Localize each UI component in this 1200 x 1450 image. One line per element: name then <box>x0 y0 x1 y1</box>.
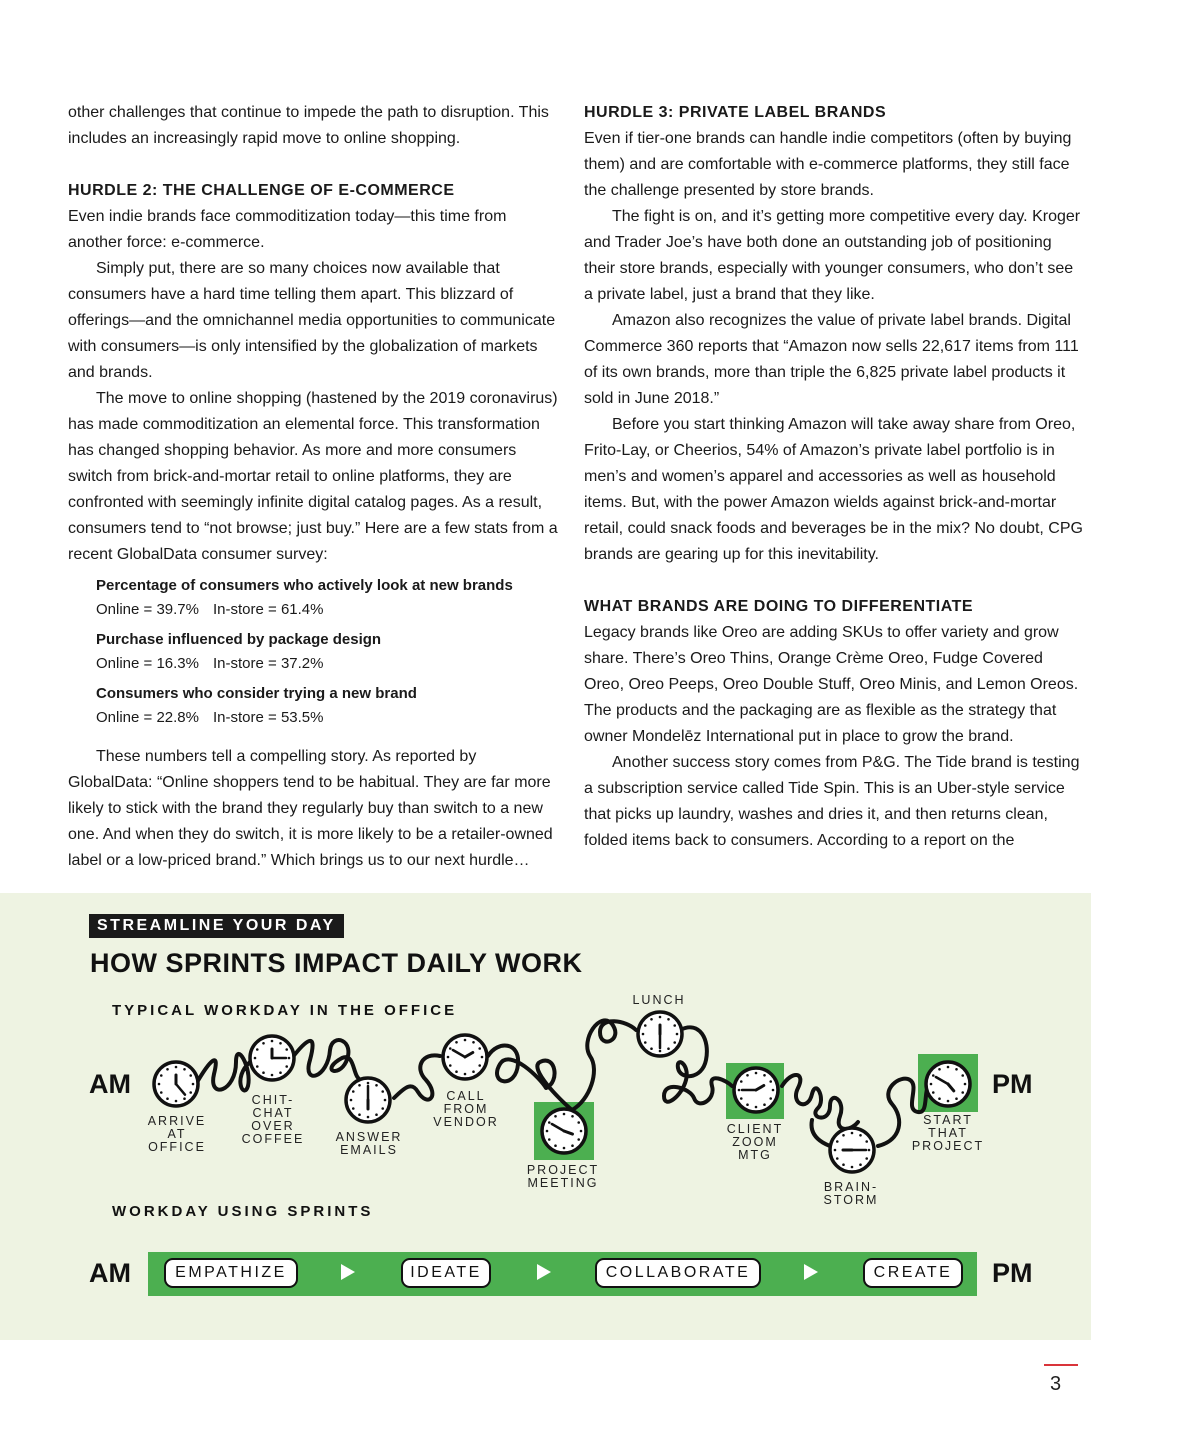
clock-label: LUNCH <box>632 993 686 1007</box>
clock-icon <box>734 1068 778 1112</box>
clock-label: CLIENT ZOOM MTG <box>726 1122 784 1162</box>
infographic-title: HOW SPRINTS IMPACT DAILY WORK <box>90 948 583 978</box>
stat-instore: In-store = 53.5% <box>213 709 324 726</box>
paragraph: Legacy brands like Oreo are adding SKUs to offer variety and grow share. There’s Oreo Thins, Orange Crème Oreo, Fudge Covered Oreo, Oreo Peeps, Oreo Double Stuff, Oreo Minis, and Lemon Oreos. The products and the packaging are as flexible as the strategy that owner Mondelēz International put in place to grow the brand. <box>584 624 1079 745</box>
clock-icon <box>830 1128 874 1172</box>
stat-online: Online = 16.3% <box>96 655 199 672</box>
clock-label: START THAT PROJECT <box>911 1113 985 1153</box>
infographic-badge: STREAMLINE YOUR DAY <box>89 914 344 938</box>
clock-icon <box>443 1035 487 1079</box>
paragraph: Even if tier-one brands can handle indie competitors (often by buying them) and are comfortable with e-commerce platforms, they still face the challenge presented by store brands. <box>584 130 1072 199</box>
play-arrow-icon <box>537 1264 551 1280</box>
paragraph: These numbers tell a compelling story. As reported by GlobalData: “Online shoppers tend to be habitual. They are far more likely to stick with the brand they regularly buy than switch to a new one. And when they do switch, it is more likely to be a retailer-owned label or a low-priced brand.” Which brings us to our next hurdle… <box>68 748 553 869</box>
page-number-rule <box>1044 1364 1078 1366</box>
paragraph: Amazon also recognizes the value of private label brands. Digital Commerce 360 reports that “Amazon now sells 22,617 items from 111 of its own brands, more than triple the 6,825 private label products it sold in June 2018.” <box>584 312 1079 407</box>
stat-title: Purchase influenced by package design <box>96 631 382 648</box>
stat-instore: In-store = 61.4% <box>213 601 324 618</box>
paragraph: The fight is on, and it’s getting more competitive every day. Kroger and Trader Joe’s have both done an outstanding job of positioning their store brands, especially with younger consumers, who don’t see a private label, just a brand that they like. <box>584 208 1081 303</box>
stat-instore: In-store = 37.2% <box>213 655 324 672</box>
sprint-step-collaborate: COLLABORATE <box>595 1258 761 1288</box>
pm-label: PM <box>992 1258 1033 1288</box>
clock-icon <box>542 1109 586 1153</box>
clock-icon <box>154 1062 198 1106</box>
clock-label: CHIT- CHAT OVER COFFEE <box>241 1093 305 1146</box>
paragraph: other challenges that continue to impede the path to disruption. This includes an increasingly rapid move to online shopping. <box>68 104 549 147</box>
paragraph: Another success story comes from P&G. The Tide brand is testing a subscription service called Tide Spin. This is an Uber-style service that picks up laundry, washes and dries it, and then returns clean, folded items back to consumers. According to a report on the <box>584 754 1080 849</box>
stat-online: Online = 39.7% <box>96 601 199 618</box>
paragraph: Even indie brands face commoditization today—this time from another force: e-commerce. <box>68 208 507 251</box>
clock-icon <box>346 1078 390 1122</box>
pm-label: PM <box>992 1069 1033 1099</box>
clock-label: ARRIVE AT OFFICE <box>147 1114 207 1154</box>
paragraph: Simply put, there are so many choices now available that consumers have a hard time telling them apart. This blizzard of offerings—and the omnichannel media opportunities to communicate with consumers—is only intensified by the globalization of markets and brands. <box>68 260 556 381</box>
paragraph: The move to online shopping (hastened by the 2019 coronavirus) has made commoditization an elemental force. This transformation has changed shopping behavior. As more and more consumers switch from brick-and-mortar retail to online platforms, they are confronted with seemingly infinite digital catalog pages. As a result, consumers tend to “not browse; just buy.” Here are a few stats from a recent GlobalData consumer survey: <box>68 390 558 563</box>
play-arrow-icon <box>804 1264 818 1280</box>
heading-hurdle-3: HURDLE 3: PRIVATE LABEL BRANDS <box>584 104 887 121</box>
stat-title: Percentage of consumers who actively look at new brands <box>96 577 513 594</box>
clock-label: ANSWER EMAILS <box>335 1130 403 1157</box>
play-arrow-icon <box>341 1264 355 1280</box>
clock-icon <box>638 1012 682 1056</box>
paragraph: Before you start thinking Amazon will take away share from Oreo, Frito-Lay, or Cheerios, 54% of Amazon’s private label portfolio is in men’s and women’s apparel and accessories as well as household items. But, with the power Amazon wields against brick-and-mortar retail, could snack foods and beverages be in the mix? No doubt, CPG brands are gearing up for this inevitability. <box>584 416 1083 563</box>
typical-workday-label: TYPICAL WORKDAY IN THE OFFICE <box>112 1002 458 1019</box>
clock-icon <box>250 1036 294 1080</box>
sprint-step-create: CREATE <box>863 1258 963 1288</box>
stat-online: Online = 22.8% <box>96 709 199 726</box>
am-label: AM <box>89 1069 131 1099</box>
clock-icon <box>926 1062 970 1106</box>
sprints-label: WORKDAY USING SPRINTS <box>112 1203 374 1220</box>
clock-label: PROJECT MEETING <box>526 1163 600 1190</box>
am-label: AM <box>89 1258 131 1288</box>
clock-group <box>154 1012 970 1172</box>
heading-differentiate: WHAT BRANDS ARE DOING TO DIFFERENTIATE <box>584 598 974 615</box>
sprint-step-ideate: IDEATE <box>401 1258 491 1288</box>
clock-label: BRAIN- STORM <box>823 1180 879 1207</box>
heading-hurdle-2: HURDLE 2: THE CHALLENGE OF E-COMMERCE <box>68 182 455 199</box>
page-number: 3 <box>1050 1373 1062 1395</box>
clock-label: CALL FROM VENDOR <box>433 1089 499 1129</box>
sprint-step-empathize: EMPATHIZE <box>164 1258 298 1288</box>
stat-title: Consumers who consider trying a new brand <box>96 685 417 702</box>
